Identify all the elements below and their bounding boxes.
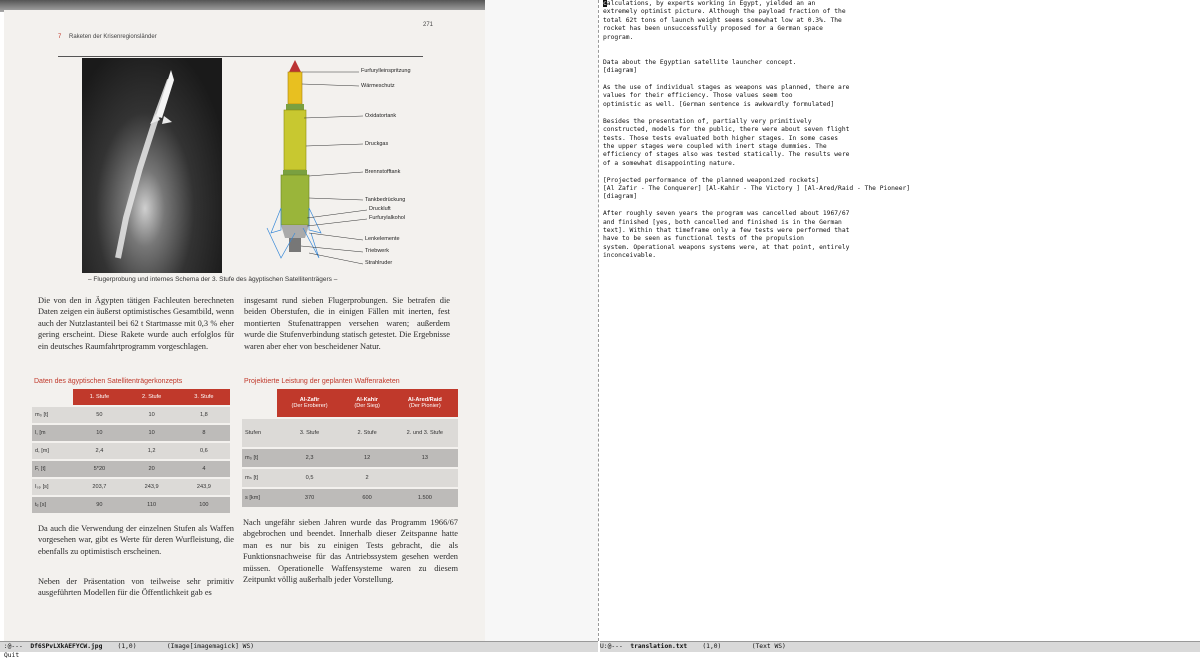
diagram-label: Triebwerk [365,248,389,254]
table-cell: 50 [73,406,125,424]
diagram-label: Tankbedrückung [365,197,406,203]
rocket-launch-photo [82,58,222,273]
table-cell: 10 [126,424,178,442]
table-cell: 1,2 [126,442,178,460]
paragraph-2: insgesamt rund sieben Flugerprobungen. Sie betrafen die beiden Oberstufen, die in einigen Fällen mit inerten, fest montierten Stufenattrappen versehen waren; außerdem wurde die Stufenverbindung statisch getestet. Die Ergebnisse waren aber eher von bescheidener Natur. [244,296,450,351]
table-cell: mₙ [t] [242,468,277,488]
table-cell: 600 [342,488,391,508]
rocket-name-translation: (Der Pionier) [408,403,441,409]
paragraph-1: Die von den in Ägypten tätigen Fachleuten berechneten Daten zeigen ein äußerst optimistisches Gesamtbild, wenn auch der Nutzlastanteil bei 62 t Startmasse mit 0,3 % eher gering erscheint. Diese Rakete wurde auch erfolglos für ein deutsches Raumfahrtprogramm vorgeschlagen. [38,296,234,351]
paragraph-5: Nach ungefähr sieben Jahren wurde das Programm 1966/67 abgebrochen und beendet. Innerhalb dieser Zeitspanne hatte man es nur bis zu einigen Tests gebracht, die als Funktionsnachweise für das Antriebssystem gesehen werden müssen. Operationelle Waffensysteme waren zu diesem Zeitpunkt völlig außerhalb jeder Vorstellung. [243,518,458,585]
table-cell: 12 [342,448,391,468]
paragraph-3: Da auch die Verwendung der einzelnen Stufen als Waffen vorgesehen war, gibt es Werte für deren Wurfleistung, die ebenfalls zu optimistisch erscheinen. [38,524,234,556]
modeline-position: (1,0) [702,643,722,650]
photo-background [485,0,598,641]
diagram-label: Brennstofftank [365,169,401,175]
table-cell: 0,6 [178,442,230,460]
table-header-cell [392,389,458,418]
weapon-rockets-table [242,389,458,509]
table-header-cell: 3. Stufe [178,389,230,406]
modeline-status: U:@--- [600,643,631,650]
table-row [32,460,230,478]
table-header-cell [32,389,73,406]
table-cell: 90 [73,496,125,514]
page-header [58,34,157,40]
table-cell: 2,3 [277,448,343,468]
table-cell: 4 [178,460,230,478]
page-number: 271 [423,22,434,28]
rocket-name: Al-Kahir [356,397,378,403]
diagram-label: Druckgas [365,141,389,147]
table-cell: 13 [392,448,458,468]
table-header-cell: 1. Stufe [73,389,125,406]
figure-caption: – Flugerprobung und internes Schema der 3. Stufe des ägyptischen Satellitenträgers – [88,276,338,283]
table-cell: m₀ [t] [32,406,73,424]
table-cell: F, [t] [32,460,73,478]
modeline-buffer-name: Df6SPvLXkAEFYCW.jpg [30,643,103,650]
table-cell: 0,5 [277,468,343,488]
modeline-buffer-name: translation.txt [630,643,688,650]
rocket-silhouette-icon [82,58,222,273]
table-cell: 1,8 [178,406,230,424]
table-cell: 2. Stufe [342,418,391,448]
table-cell: d, [m] [32,442,73,460]
satellite-data-table [32,389,230,515]
text-cursor: c [603,0,607,7]
rocket-name: Al-Ared/Raid [407,397,442,403]
table-row [32,406,230,424]
table-header-cell: 2. Stufe [126,389,178,406]
translation-text: alculations, by experts working in Egypt, yielded an an extremely optimist picture. Although the payload fraction of the total 62t tons of launch weight seems somewhat low at 0.3%. The rocket has been unsuccessfully proposed for a German space program. Data about the Egyptian satellite launcher concept. [diagram] As the use of individual stages as weapons was planned, there are values for their efficiency. Those values seem too optimistic as well. [German sentence is awkwardly formulated] Besides the presentation of, partially very primitively constructed, models for the public, there were about seven flight tests. Those tests evaluated both higher stages. In some cases the upper stages were coupled with inert stage dummies. The efficiency of stages also was tested statically. The results were of a somewhat disappointing nature. [Projected performance of the planned weaponized rockets] [Al Zafir - The Conquerer] [Al-Kahir - The Victory ] [Al-Ared/Raid - The Pioneer] [diagram] After roughly seven years the program was cancelled about 1967/67 and finished [yes, both cancelled and finished is in the German text]. Within that timeframe only a few tests were performed that have to be seen as functional tests of the propulsion system. Operational weapons systems were, at that point, entirely inconceivable. [603,0,911,260]
modeline-status: :@--- [0,643,31,650]
table-cell: s [km] [242,488,277,508]
table-cell: 10 [126,406,178,424]
table-row [32,496,230,514]
translation-text-area[interactable] [603,0,1198,261]
table-cell: 5*20 [73,460,125,478]
rocket-name-translation: (Der Eroberer) [291,403,328,409]
table-cell [392,468,458,488]
table-cell: 2,4 [73,442,125,460]
chapter-title: Raketen der Krisenregionsländer [69,34,157,40]
table-row [32,424,230,442]
image-buffer-pane[interactable] [0,0,598,641]
diagram-label: Wärmeschutz [361,83,395,89]
table-cell: 370 [277,488,343,508]
chapter-number: 7 [58,34,62,40]
paragraph-4: Neben der Präsentation von teilweise sehr primitiv ausgeführten Modellen für die Öffentlichkeit gab es [38,577,234,598]
table-cell: 8 [178,424,230,442]
table-row [242,488,458,508]
modeline-mode: (Text WS) [751,643,786,650]
diagram-label: Furfurylleinspritzung [361,68,411,74]
table-header-cell [277,389,343,418]
table-cell: m₀ [t] [242,448,277,468]
table-cell: 110 [126,496,178,514]
table-cell: 243,9 [178,478,230,496]
table-header-cell [242,389,277,418]
rocket-name: Al-Zafir [299,397,320,403]
table-row [242,468,458,488]
table-cell: 20 [126,460,178,478]
table-header-cell [342,389,391,418]
rocket-stage-diagram [259,58,424,273]
table-cell: l, [m [32,424,73,442]
modeline-mode: (Image[imagemagick] WS) [166,643,255,650]
table-row [32,478,230,496]
diagram-label: Strahlruder [365,260,393,266]
minibuffer-message[interactable]: Quit [4,652,20,659]
diagram-label: Lenkelemente [365,236,400,242]
table-cell: 2. und 3. Stufe [392,418,458,448]
table-cell: Stufen [242,418,277,448]
table-1-title: Daten des ägyptischen Satellitenträgerkonzepts [34,378,183,385]
book-page-photo [4,10,485,641]
modeline-position: (1,0) [117,643,137,650]
table-cell: tₑ [s] [32,496,73,514]
table-row [242,448,458,468]
table-cell: 2 [342,468,391,488]
left-modeline[interactable] [0,641,598,652]
table-cell: 243,9 [126,478,178,496]
table-2-title: Projektierte Leistung der geplanten Waffenraketen [244,378,400,385]
table-cell: 203,7 [73,478,125,496]
header-rule [58,56,423,57]
diagram-label: Furfurylalkohol [369,215,406,221]
table-cell: 10 [73,424,125,442]
table-cell: 3. Stufe [277,418,343,448]
table-cell: Iₛₚ [s] [32,478,73,496]
table-cell: 100 [178,496,230,514]
table-row [32,442,230,460]
rocket-name-translation: (Der Sieg) [354,403,380,409]
table-cell: 1.500 [392,488,458,508]
table-row [242,418,458,448]
right-modeline[interactable] [600,641,1200,652]
diagram-label: Oxidatortank [365,113,397,119]
diagram-label: Druckluft [369,206,391,212]
